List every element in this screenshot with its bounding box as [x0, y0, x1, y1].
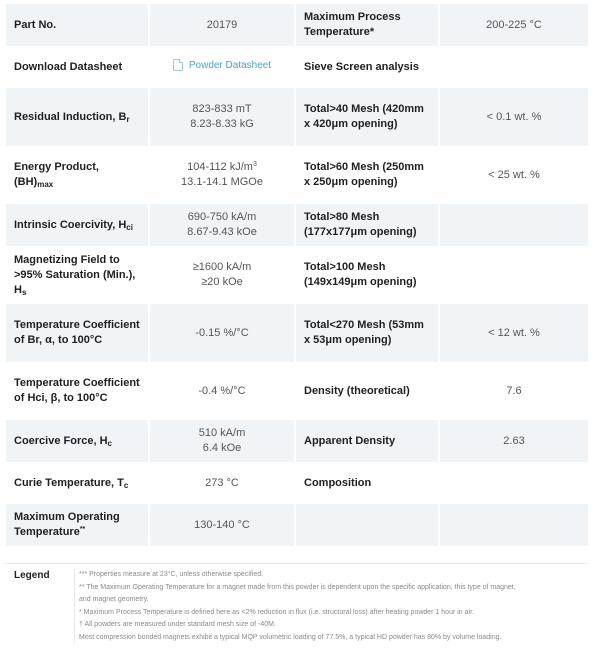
property-value — [150, 246, 294, 304]
value-text: 130-140 °C — [194, 518, 250, 531]
property-label-text: Magnetizing Field to >95% Saturation (Min.), H — [14, 253, 136, 296]
value-text: 273 °C — [205, 476, 239, 489]
spec-row — [6, 246, 588, 304]
property-label: Density (theoretical) — [296, 362, 438, 420]
property-value — [150, 362, 294, 420]
property-label: Apparent Density — [296, 420, 438, 462]
legend-title: Legend — [14, 570, 50, 581]
value-text: 13.1-14.1 MGOe — [181, 176, 263, 188]
property-label: Maximum Process Temperature* — [296, 4, 438, 46]
label-superscript: ** — [79, 526, 86, 533]
property-value: < 0.1 wt. % — [440, 88, 588, 146]
label-subscript: ci — [126, 222, 133, 232]
property-label — [6, 246, 148, 304]
powder-datasheet-label: Powder Datasheet — [188, 59, 272, 71]
legend-note: † All powders are measured under standard mesh size of -40M. — [79, 621, 276, 628]
property-label-text: Download Datasheet — [14, 60, 123, 73]
property-label: Total<270 Mesh (53mm x 53μm opening) — [296, 304, 438, 362]
property-value — [150, 420, 294, 462]
legend — [4, 563, 588, 648]
value-text: 510 kA/m — [198, 427, 246, 439]
property-value: < 25 wt. % — [440, 146, 588, 204]
property-label — [6, 204, 148, 246]
value-line — [158, 18, 286, 33]
legend-note: ** The Maximum Operating Temperature for a magnet made from this powder is dependent upon the specific application, this type of magnet, — [79, 583, 516, 591]
property-label: Composition — [296, 462, 438, 504]
property-label: Total>60 Mesh (250mm x 250μm opening) — [296, 146, 438, 204]
spec-row — [6, 146, 588, 204]
specifications-table — [4, 4, 590, 546]
value-line — [158, 225, 286, 240]
value-line — [158, 117, 286, 132]
property-label — [6, 88, 148, 146]
property-value — [150, 504, 294, 546]
value-line — [158, 384, 286, 399]
property-label — [296, 504, 438, 546]
document-icon — [173, 59, 183, 71]
property-value: 7.6 — [440, 362, 588, 420]
label-subscript: max — [37, 180, 54, 189]
property-label — [6, 420, 148, 462]
property-value: < 12 wt. % — [440, 304, 588, 362]
value-line — [158, 175, 286, 190]
property-value: 200-225 °C — [440, 4, 588, 46]
value-text: 20179 — [206, 18, 238, 31]
value-line — [158, 326, 286, 341]
property-value — [440, 462, 588, 504]
value-line — [158, 160, 286, 175]
label-subscript: c — [107, 438, 112, 448]
value-line — [158, 102, 286, 117]
legend-note: *** Properties measure at 23°C, unless otherwise specified. — [79, 571, 264, 578]
value-text: ≥20 kOe — [201, 276, 243, 288]
property-value — [150, 204, 294, 246]
property-value — [440, 204, 588, 246]
value-superscript: 3 — [252, 161, 257, 168]
spec-row — [6, 362, 588, 420]
property-label-text: Residual Induction, B — [14, 110, 127, 123]
spec-row — [6, 46, 588, 88]
property-value — [150, 4, 294, 46]
property-label: Sieve Screen analysis — [296, 46, 438, 88]
spec-row — [6, 420, 588, 462]
spec-row — [6, 4, 588, 46]
legend-note: * Maximum Process Temperature is defined here as <2% reduction in flux (i.e. structural loss) after heating powder 1 hour in air. — [79, 608, 474, 616]
property-label-text: Temperature Coefficient of Hci, β, to 100°C — [14, 377, 140, 404]
property-value — [440, 46, 588, 88]
property-label — [6, 304, 148, 362]
property-label-text: Temperature Coefficient of Br, α, to 100°C — [14, 319, 140, 346]
property-label-text: Energy Product, (BH) — [14, 161, 99, 188]
spec-row — [6, 304, 588, 362]
property-value — [440, 246, 588, 304]
value-line — [158, 518, 286, 533]
legend-note: and magnet geometry. — [79, 596, 149, 603]
powder-datasheet-link[interactable] — [173, 58, 271, 73]
property-label — [6, 146, 148, 204]
property-value — [150, 46, 294, 88]
value-line — [158, 476, 286, 491]
property-label: Total>80 Mesh (177x177μm opening) — [296, 204, 438, 246]
property-label-text: Coercive Force, H — [14, 434, 108, 447]
value-line — [158, 426, 286, 441]
legend-note: Most compression bonded magnets exhibit a typical MQP volumetric loading of 77.5%, a typical HD powder has 80% by volume loading. — [79, 633, 502, 641]
property-value: 2.63 — [440, 420, 588, 462]
value-text: 8.67-9.43 kOe — [187, 226, 257, 238]
value-line — [158, 210, 286, 225]
property-value — [150, 304, 294, 362]
spec-row — [6, 462, 588, 504]
label-subscript: r — [126, 114, 130, 124]
property-label-text: Maximum Operating Temperature — [14, 511, 120, 538]
property-label — [6, 462, 148, 504]
property-value — [150, 88, 294, 146]
property-value — [150, 462, 294, 504]
value-text: 823-833 mT — [192, 103, 252, 115]
property-label — [6, 46, 148, 88]
value-line — [158, 441, 286, 456]
property-label — [6, 362, 148, 420]
label-subscript: s — [21, 287, 27, 297]
value-text: 6.4 kOe — [202, 442, 242, 454]
legend-notes — [74, 569, 591, 644]
value-text: 690-750 kA/m — [187, 211, 257, 223]
property-label: Total>100 Mesh (149x149μm opening) — [296, 246, 438, 304]
property-value — [150, 146, 294, 204]
value-text: ≥1600 kA/m — [192, 261, 252, 273]
value-line — [158, 275, 286, 290]
spec-row — [6, 504, 588, 546]
value-text: -0.4 %/°C — [198, 384, 246, 397]
property-value — [440, 504, 588, 546]
property-label-text: Curie Temperature, T — [14, 476, 124, 489]
label-subscript: c — [123, 480, 129, 490]
property-label-text: Part No. — [14, 18, 57, 31]
spec-row — [6, 204, 588, 246]
property-label — [6, 504, 148, 546]
value-line — [158, 260, 286, 275]
value-text: 8.23-8.33 kG — [190, 118, 254, 130]
property-label-text: Intrinsic Coercivity, H — [14, 218, 127, 231]
value-text: 104-112 kJ/m — [187, 161, 253, 173]
property-label — [6, 4, 148, 46]
value-text: -0.15 %/°C — [195, 326, 249, 339]
spec-row — [6, 88, 588, 146]
property-label: Total>40 Mesh (420mm x 420μm opening) — [296, 88, 438, 146]
